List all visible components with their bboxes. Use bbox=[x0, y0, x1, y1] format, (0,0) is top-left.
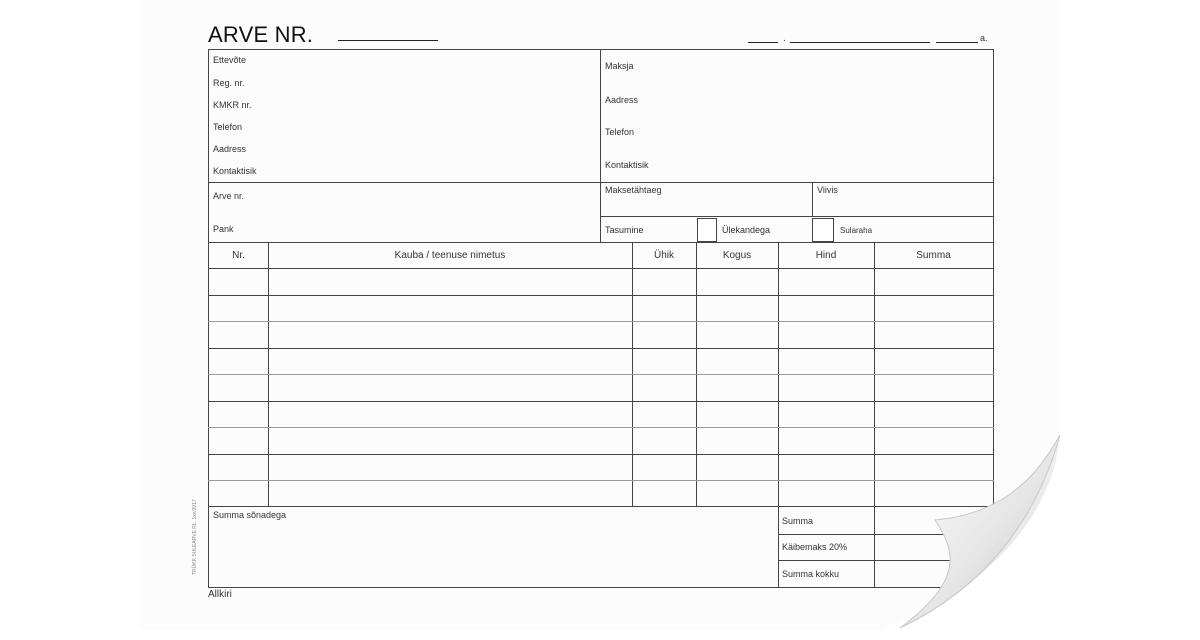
col-sum-header: Summa bbox=[916, 250, 951, 261]
buyer-phone-label: Telefon bbox=[605, 127, 635, 137]
cash-label: Sularaha bbox=[840, 226, 873, 235]
sum-in-words-label: Summa sõnadega bbox=[213, 510, 287, 520]
party-divider bbox=[600, 49, 601, 242]
table-header-line bbox=[208, 268, 994, 269]
table-row-line bbox=[208, 427, 994, 428]
seller-company-label: Ettevõte bbox=[213, 55, 247, 65]
buyer-payer-label: Maksja bbox=[605, 61, 634, 71]
col-price-header: Hind bbox=[815, 250, 837, 261]
invoice-number-line bbox=[338, 40, 438, 41]
col-nr-header: Nr. bbox=[232, 250, 245, 261]
cash-checkbox[interactable] bbox=[812, 218, 834, 242]
table-row-line bbox=[208, 321, 994, 322]
page-curl-icon bbox=[860, 430, 1080, 640]
seller-phone-label: Telefon bbox=[213, 122, 243, 132]
transfer-checkbox[interactable] bbox=[697, 218, 717, 242]
table-row-line bbox=[208, 401, 994, 402]
date-month-line bbox=[790, 42, 930, 43]
date-day-line bbox=[748, 42, 778, 43]
table-row-line bbox=[208, 348, 994, 349]
payment-method-label: Tasumine bbox=[605, 225, 644, 235]
table-top-line bbox=[208, 242, 994, 243]
col-name-header: Kauba / teenuse nimetus bbox=[394, 250, 506, 261]
side-print-text: TRÜKK SULEARVE RL. 1xx/2017 bbox=[192, 499, 198, 575]
total-label: Summa kokku bbox=[782, 569, 840, 579]
party-bottom-line bbox=[208, 182, 994, 183]
col-qty-header: Kogus bbox=[722, 250, 752, 261]
invoice-nr-label: Arve nr. bbox=[213, 191, 245, 201]
seller-address-label: Aadress bbox=[213, 144, 247, 154]
penalty-label: Viivis bbox=[817, 185, 838, 195]
seller-contact-label: Kontaktisik bbox=[213, 166, 257, 176]
date-suffix: a. bbox=[980, 33, 988, 43]
sum-label: Summa bbox=[782, 516, 814, 526]
transfer-label: Ülekandega bbox=[722, 225, 771, 235]
seller-reg-label: Reg. nr. bbox=[213, 78, 245, 88]
buyer-contact-label: Kontaktisik bbox=[605, 160, 649, 170]
col-divider-4 bbox=[778, 242, 779, 587]
buyer-address-label: Aadress bbox=[605, 95, 639, 105]
due-date-label: Maksetähtaeg bbox=[605, 185, 662, 195]
signature-label: Allkiri bbox=[208, 589, 232, 600]
bank-label: Pank bbox=[213, 224, 234, 234]
table-row-line bbox=[208, 374, 994, 375]
seller-vat-label: KMKR nr. bbox=[213, 100, 252, 110]
vat-label: Käibemaks 20% bbox=[782, 542, 848, 552]
invoice-title: ARVE NR. bbox=[208, 22, 314, 47]
table-row-line bbox=[208, 295, 994, 296]
date-year-line bbox=[936, 42, 978, 43]
frame-top bbox=[208, 49, 994, 50]
date-separator: . bbox=[783, 33, 786, 44]
payment-split-line bbox=[600, 216, 994, 217]
penalty-divider bbox=[812, 182, 813, 216]
col-unit-header: Ühik bbox=[653, 250, 674, 261]
